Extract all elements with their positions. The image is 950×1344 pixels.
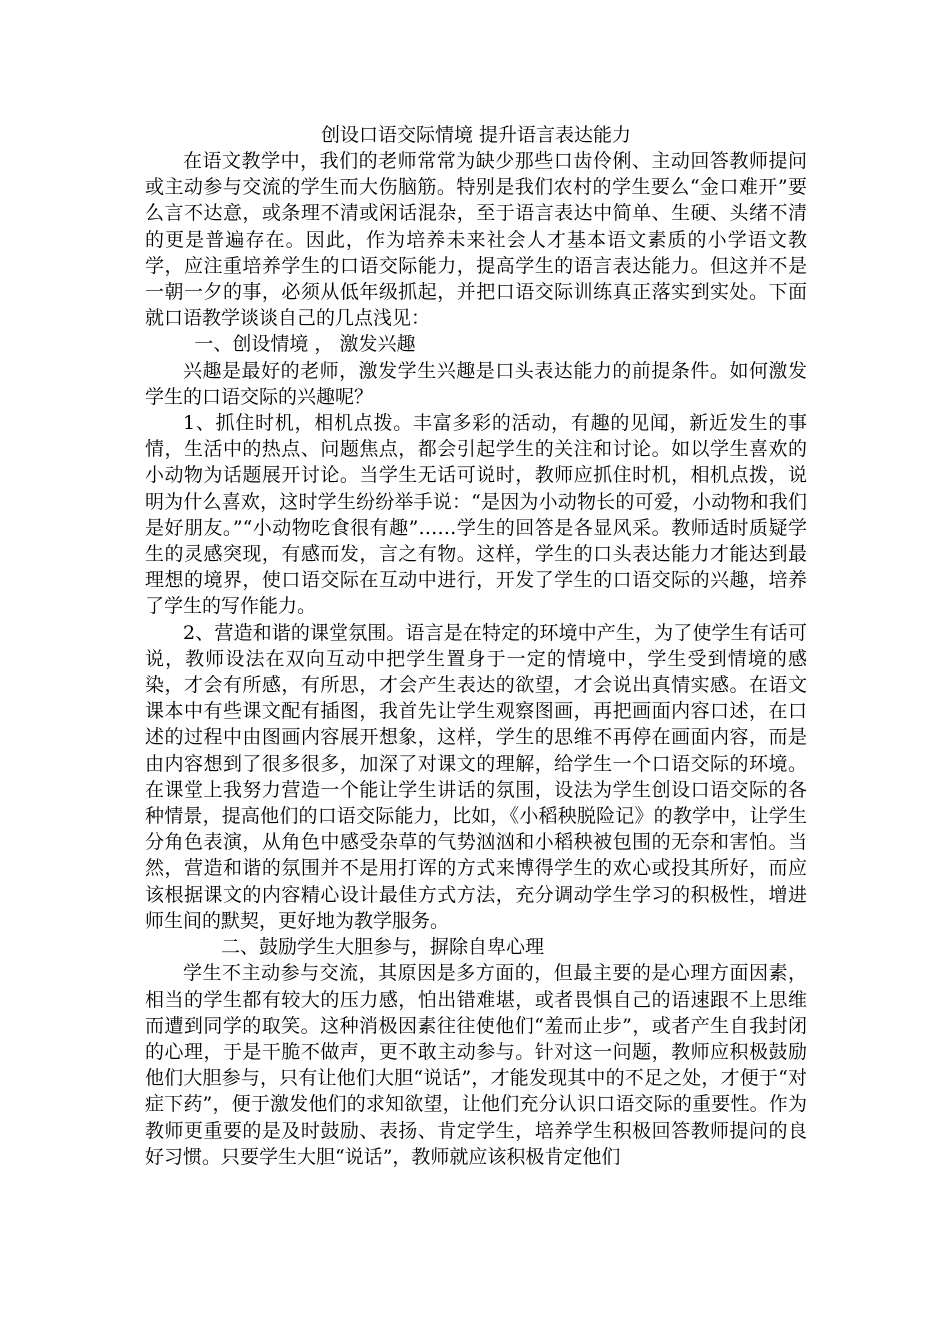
paragraph-point-1: 1、抓住时机，相机点拨。丰富多彩的活动，有趣的见闻，新近发生的事情，生活中的热点、问题焦点，都会引起学生的关注和讨论。如以学生喜欢的小动物为话题展开讨论。当学生无话可说时，教师应抓住时机，相机点拨，说明为什么喜欢，这时学生纷纷举手说：“是因为小动物长的可爱，小动物和我们是好朋友。”“小动物吃食很有趣”……学生的回答是各显风采。教师适时质疑学生的灵感突现，有感而发，言之有物。这样，学生的口头表达能力才能达到最理想的境界，使口语交际在互动中进行，开发了学生的口语交际的兴趣，培养了学生的写作能力。: [145, 412, 807, 618]
document-title: 创设口语交际情境 提升语言表达能力: [320, 124, 632, 146]
paragraph-encourage: 学生不主动参与交流，其原因是多方面的，但最主要的是心理方面因素，相当的学生都有较大的压力感，怕出错难堪，或者畏惧自己的语速跟不上思维而遭到同学的取笑。这种消极因素往往使他们“羞而止步”，或者产生自我封闭的心理，于是干脆不做声，更不敢主动参与。针对这一问题，教师应积极鼓励他们大胆参与，只有让他们大胆“说话”，才能发现其中的不足之处，才便于“对症下药”，便于激发他们的求知欲望，让他们充分认识口语交际的重要性。作为教师更重要的是及时鼓励、表扬、肯定学生，培养学生积极回答教师提问的良好习惯。只要学生大胆“说话”，教师就应该积极肯定他们: [145, 962, 807, 1168]
document-page: [145, 122, 807, 1170]
paragraph-interest: 兴趣是最好的老师，激发学生兴趣是口头表达能力的前提条件。如何激发学生的口语交际的兴趣呢？: [145, 359, 807, 408]
section-heading-1: 一、创设情境 ， 激发兴趣: [194, 333, 416, 356]
section-heading-2: 二、鼓励学生大胆参与，摒除自卑心理: [221, 936, 545, 959]
paragraph-intro: 在语文教学中，我们的老师常常为缺少那些口齿伶俐、主动回答教师提问或主动参与交流的学生而大伤脑筋。特别是我们农村的学生要么“金口难开”要么言不达意，或条理不清或闲话混杂，至于语言表达中简单、生硬、头绪不清的更是普遍存在。因此，作为培养未来社会人才基本语文素质的小学语文教学，应注重培养学生的口语交际能力，提高学生的语言表达能力。但这并不是一朝一夕的事，必须从低年级抓起，并把口语交际训练真正落实到实处。下面就口语教学谈谈自己的几点浅见：: [145, 150, 807, 330]
paragraph-point-2: 2、营造和谐的课堂氛围。语言是在特定的环境中产生，为了使学生有话可说，教师设法在双向互动中把学生置身于一定的情境中，学生受到情境的感染，才会有所感，有所思，才会产生表达的欲望，才会说出真情实感。在语文课本中有些课文配有插图，我首先让学生观察图画，再把画面内容口述，在口述的过程中由图画内容展开想象，这样，学生的思维不再停在画面内容，而是由内容想到了很多很多，加深了对课文的理解，给学生一个口语交际的环境。在课堂上我努力营造一个能让学生讲话的氛围，设法为学生创设口语交际的各种情景，提高他们的口语交际能力，比如，《小稻秧脱险记》的教学中，让学生分角色表演，从角色中感受杂草的气势汹汹和小稻秧被包围的无奈和害怕。当然，营造和谐的氛围并不是用打诨的方式来博得学生的欢心或投其所好，而应该根据课文的内容精心设计最佳方式方法，充分调动学生学习的积极性，增进师生间的默契，更好地为教学服务。: [145, 621, 807, 932]
